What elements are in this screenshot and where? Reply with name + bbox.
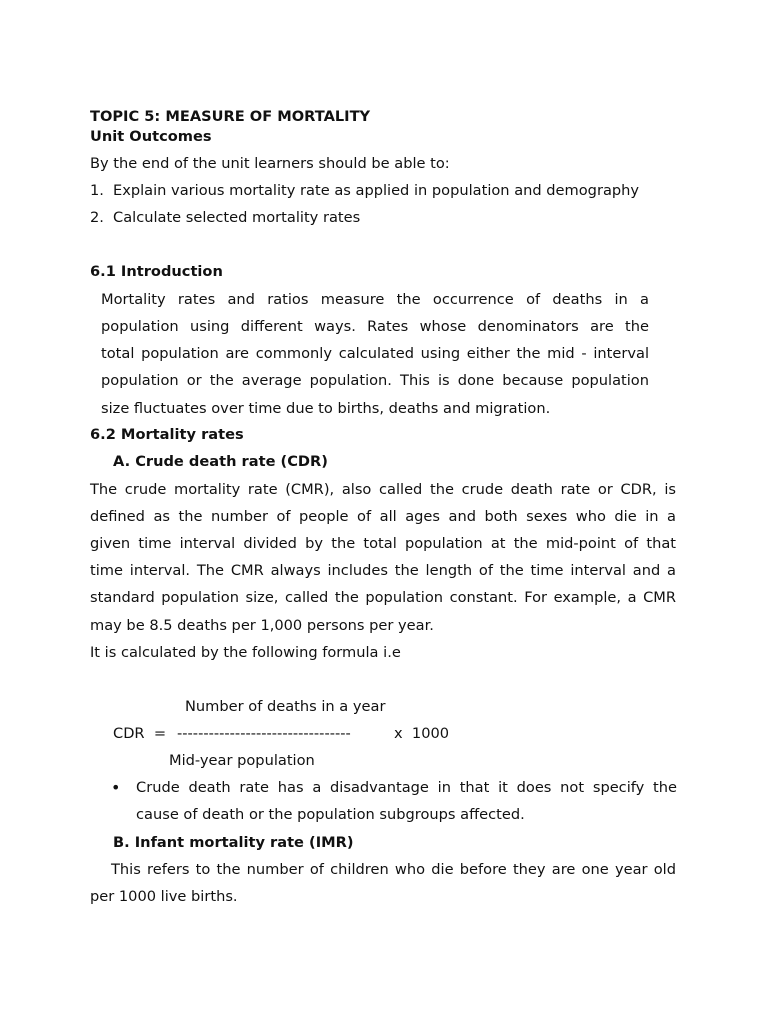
unit-outcomes-heading: Unit Outcomes xyxy=(90,128,212,145)
outcome-text: Calculate selected mortality rates xyxy=(113,209,361,226)
formula-intro: It is calculated by the following formula i.e xyxy=(90,644,401,661)
formula-numerator: Number of deaths in a year xyxy=(185,698,386,715)
cdr-line: may be 8.5 deaths per 1,000 persons per year. xyxy=(90,617,434,634)
bullet-icon: • xyxy=(111,778,121,797)
outcomes-intro: By the end of the unit learners should be able to: xyxy=(90,155,450,172)
formula-multiplier: x 1000 xyxy=(394,725,450,742)
intro-line: size fluctuates over time due to births, deaths and migration. xyxy=(101,400,551,417)
imr-line: This refers to the number of children who die before they are one year old xyxy=(111,861,676,878)
section-heading-introduction: 6.1 Introduction xyxy=(90,263,223,280)
subheading-crude-death-rate: A. Crude death rate (CDR) xyxy=(113,453,328,470)
cdr-line: defined as the number of people of all ages and both sexes who die in a xyxy=(90,508,676,525)
formula-fraction-bar: --------------------------------- xyxy=(177,725,351,742)
bullet-line: Crude death rate has a disadvantage in that it does not specify the xyxy=(136,779,677,796)
outcome-number: 1. xyxy=(90,182,104,199)
formula-denominator: Mid-year population xyxy=(169,752,315,769)
section-heading-mortality-rates: 6.2 Mortality rates xyxy=(90,426,244,443)
cdr-line: time interval. The CMR always includes the length of the time interval and a xyxy=(90,562,676,579)
cdr-line: The crude mortality rate (CMR), also called the crude death rate or CDR, is xyxy=(90,481,676,498)
topic-title: TOPIC 5: MEASURE OF MORTALITY xyxy=(90,108,371,125)
intro-line: population using different ways. Rates whose denominators are the xyxy=(101,318,649,335)
intro-line: total population are commonly calculated using either the mid - interval xyxy=(101,345,649,362)
subheading-infant-mortality-rate: B. Infant mortality rate (IMR) xyxy=(113,834,354,851)
cdr-line: standard population size, called the population constant. For example, a CMR xyxy=(90,589,676,606)
formula-lhs: CDR = xyxy=(113,725,167,742)
intro-line: Mortality rates and ratios measure the occurrence of deaths in a xyxy=(101,291,649,308)
intro-line: population or the average population. This is done because population xyxy=(101,372,649,389)
outcome-text: Explain various mortality rate as applied in population and demography xyxy=(113,182,640,199)
outcome-number: 2. xyxy=(90,209,104,226)
bullet-line: cause of death or the population subgroups affected. xyxy=(136,806,525,823)
outcome-item xyxy=(90,181,639,201)
outcome-item xyxy=(90,208,360,228)
cdr-line: given time interval divided by the total population at the mid-point of that xyxy=(90,535,676,552)
imr-line: per 1000 live births. xyxy=(90,888,238,905)
